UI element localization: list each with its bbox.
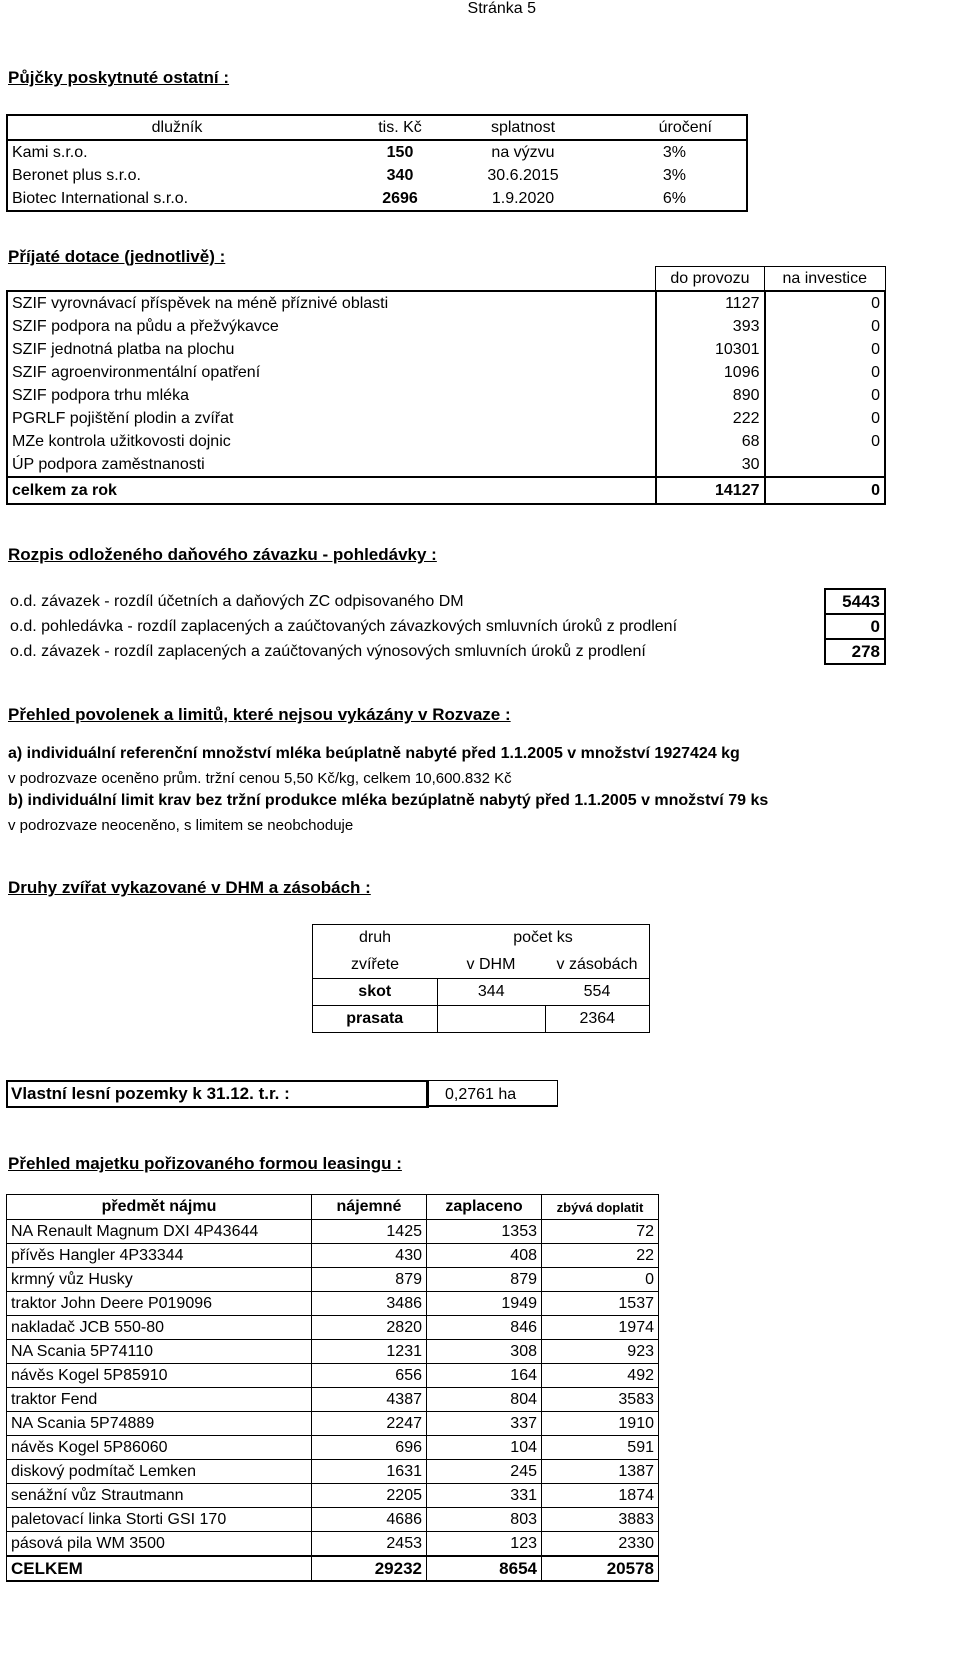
loan-amount: 150 <box>386 143 414 161</box>
grant-investment: 0 <box>765 384 886 407</box>
grants-header-investment: na investice <box>765 267 886 292</box>
leasing-header-row <box>7 1195 659 1220</box>
leasing-paid: 408 <box>427 1244 542 1268</box>
leasing-rent: 430 <box>312 1244 427 1268</box>
leasing-paid: 879 <box>427 1268 542 1292</box>
grant-investment: 0 <box>765 407 886 430</box>
leasing-total-rent: 29232 <box>312 1556 427 1581</box>
leasing-remaining: 2330 <box>542 1532 659 1557</box>
leasing-rent: 4387 <box>312 1388 427 1412</box>
leasing-item: senážní vůz Strautmann <box>7 1484 312 1508</box>
table-row <box>6 589 885 614</box>
loan-maturity: 1.9.2020 <box>491 189 555 207</box>
grant-name: MZe kontrola užitkovosti dojnic <box>7 430 656 453</box>
leasing-total-label: CELKEM <box>7 1556 312 1581</box>
deferred-tax-desc: o.d. pohledávka - rozdíl zaplacených a zaúčtovaných závazkových smluvních úroků z prodlení <box>10 617 678 635</box>
animals-header-animal: zvířete <box>350 955 399 973</box>
leasing-item: přívěs Hangler 4P33344 <box>7 1244 312 1268</box>
table-row <box>7 453 885 477</box>
leasing-item: pásová pila WM 3500 <box>7 1532 312 1557</box>
leasing-item: traktor John Deere P019096 <box>7 1292 312 1316</box>
leasing-rent: 1425 <box>312 1220 427 1244</box>
loans-table <box>6 114 748 212</box>
grant-name: SZIF podpora trhu mléka <box>7 384 656 407</box>
permit-a: a) individuální referenční množství mléka beúplatně nabyté před 1.1.2005 v množství 1927424 kg <box>8 745 740 762</box>
leasing-header-rent: nájemné <box>312 1195 427 1220</box>
leasing-remaining: 923 <box>542 1340 659 1364</box>
table-row <box>7 1292 659 1316</box>
leasing-rent: 656 <box>312 1364 427 1388</box>
grant-operation: 68 <box>656 430 765 453</box>
animals-header-dhm: v DHM <box>466 955 516 973</box>
leasing-paid: 245 <box>427 1460 542 1484</box>
grant-operation: 1127 <box>656 291 765 315</box>
grant-name: ÚP podpora zaměstnanosti <box>7 453 656 477</box>
table-row <box>7 140 747 164</box>
loans-header-debtor: dlužník <box>151 118 203 136</box>
table-row <box>7 1412 659 1436</box>
table-row <box>7 1268 659 1292</box>
leasing-item: diskový podmítač Lemken <box>7 1460 312 1484</box>
grants-total-investment: 0 <box>765 477 886 504</box>
table-row <box>7 187 747 211</box>
leasing-paid: 846 <box>427 1316 542 1340</box>
grants-total-row <box>7 477 885 504</box>
leasing-rent: 2247 <box>312 1412 427 1436</box>
leasing-remaining: 3883 <box>542 1508 659 1532</box>
page-number: Stránka 5 <box>467 0 536 17</box>
grants-header-operation: do provozu <box>656 267 765 292</box>
loan-interest: 6% <box>662 189 686 207</box>
leasing-rent: 3486 <box>312 1292 427 1316</box>
grant-name: SZIF podpora na půdu a přežvýkavce <box>7 315 656 338</box>
deferred-tax-heading: Rozpis odloženého daňového závazku - pohledávky : <box>8 545 437 564</box>
table-row <box>7 1532 659 1557</box>
leasing-total-paid: 8654 <box>427 1556 542 1581</box>
table-row <box>7 315 885 338</box>
leasing-paid: 164 <box>427 1364 542 1388</box>
leasing-item: NA Renault Magnum DXI 4P43644 <box>7 1220 312 1244</box>
leasing-paid: 804 <box>427 1388 542 1412</box>
grants-header-row <box>7 267 885 292</box>
leasing-paid: 104 <box>427 1436 542 1460</box>
animal-dhm: 344 <box>477 983 505 1000</box>
animals-header-stock: v zásobách <box>556 955 638 973</box>
loan-interest: 3% <box>662 166 686 184</box>
table-row <box>7 361 885 384</box>
loan-debtor: Biotec International s.r.o. <box>12 189 189 207</box>
forest-value: 0,2761 ha <box>426 1080 558 1107</box>
table-row <box>6 614 885 639</box>
table-row <box>7 1244 659 1268</box>
leasing-rent: 1631 <box>312 1460 427 1484</box>
grants-total-label: celkem za rok <box>7 477 656 504</box>
leasing-rent: 879 <box>312 1268 427 1292</box>
leasing-remaining: 1974 <box>542 1316 659 1340</box>
loans-header-maturity: splatnost <box>490 118 556 136</box>
loans-header-amount: tis. Kč <box>378 118 422 136</box>
table-row <box>7 407 885 430</box>
grant-investment: 0 <box>765 291 886 315</box>
loans-header-interest: úročení <box>658 118 712 136</box>
loans-header-row <box>7 115 747 140</box>
leasing-item: NA Scania 5P74110 <box>7 1340 312 1364</box>
animal-dhm <box>437 1006 545 1033</box>
leasing-paid: 308 <box>427 1340 542 1364</box>
grant-investment <box>765 453 886 477</box>
table-row <box>7 1388 659 1412</box>
permits-heading: Přehled povolenek a limitů, které nejsou vykázány v Rozvaze : <box>8 705 511 724</box>
animals-header-count: počet ks <box>513 929 573 947</box>
leasing-remaining: 1537 <box>542 1292 659 1316</box>
grants-table <box>6 266 886 505</box>
animal-stock: 554 <box>583 983 611 1000</box>
leasing-rent: 2453 <box>312 1532 427 1557</box>
leasing-item: návěs Kogel 5P86060 <box>7 1436 312 1460</box>
leasing-paid: 337 <box>427 1412 542 1436</box>
table-row <box>313 1006 650 1033</box>
leasing-rent: 696 <box>312 1436 427 1460</box>
leasing-remaining: 22 <box>542 1244 659 1268</box>
deferred-tax-table <box>6 588 886 665</box>
loan-maturity: na výzvu <box>491 143 555 161</box>
grants-heading: Příjaté dotace (jednotlivě) : <box>8 247 226 266</box>
table-row <box>7 1220 659 1244</box>
permit-b-note: v podrozvaze neoceněno, s limitem se neobchoduje <box>8 817 354 834</box>
table-row <box>7 1508 659 1532</box>
leasing-header-remaining: zbývá doplatit <box>542 1195 659 1220</box>
leasing-total-row <box>7 1556 659 1581</box>
animals-header-row <box>313 952 650 979</box>
leasing-remaining: 72 <box>542 1220 659 1244</box>
leasing-remaining: 1910 <box>542 1412 659 1436</box>
loan-maturity: 30.6.2015 <box>487 166 559 184</box>
grant-name: SZIF jednotná platba na plochu <box>7 338 656 361</box>
table-row <box>7 1340 659 1364</box>
table-row <box>7 164 747 187</box>
leasing-heading: Přehled majetku pořizovaného formou leasingu : <box>8 1154 402 1173</box>
table-row <box>7 1484 659 1508</box>
grant-operation: 393 <box>656 315 765 338</box>
table-row <box>7 1316 659 1340</box>
loans-heading: Půjčky poskytnuté ostatní : <box>8 68 230 87</box>
grants-total-operation: 14127 <box>656 477 765 504</box>
deferred-tax-value: 5443 <box>825 589 885 614</box>
grant-operation: 30 <box>656 453 765 477</box>
grant-investment: 0 <box>765 338 886 361</box>
table-row <box>6 639 885 664</box>
leasing-remaining: 1874 <box>542 1484 659 1508</box>
leasing-remaining: 1387 <box>542 1460 659 1484</box>
leasing-rent: 4686 <box>312 1508 427 1532</box>
leasing-table <box>6 1194 659 1582</box>
grant-investment: 0 <box>765 430 886 453</box>
leasing-remaining: 492 <box>542 1364 659 1388</box>
loan-debtor: Kami s.r.o. <box>12 143 88 161</box>
leasing-remaining: 591 <box>542 1436 659 1460</box>
table-row <box>7 1364 659 1388</box>
animal-kind: skot <box>313 979 438 1006</box>
leasing-item: krmný vůz Husky <box>7 1268 312 1292</box>
leasing-item: nakladač JCB 550-80 <box>7 1316 312 1340</box>
leasing-header-paid: zaplaceno <box>427 1195 542 1220</box>
animals-heading: Druhy zvířat vykazované v DHM a zásobách : <box>8 878 371 897</box>
grant-name: PGRLF pojištění plodin a zvířat <box>7 407 656 430</box>
table-row <box>7 291 885 315</box>
grant-name: SZIF vyrovnávací příspěvek na méně příznivé oblasti <box>7 291 656 315</box>
table-row <box>7 430 885 453</box>
loan-debtor: Beronet plus s.r.o. <box>12 166 141 184</box>
leasing-item: paletovací linka Storti GSI 170 <box>7 1508 312 1532</box>
leasing-item: NA Scania 5P74889 <box>7 1412 312 1436</box>
loan-amount: 2696 <box>382 189 418 207</box>
permit-a-note: v podrozvaze oceněno prům. tržní cenou 5,50 Kč/kg, celkem 10,600.832 Kč <box>8 770 512 787</box>
deferred-tax-desc: o.d. závazek - rozdíl účetních a daňových ZC odpisovaného DM <box>10 592 464 610</box>
grant-operation: 222 <box>656 407 765 430</box>
leasing-remaining: 3583 <box>542 1388 659 1412</box>
animal-stock: 2364 <box>579 1010 616 1027</box>
leasing-remaining: 0 <box>542 1268 659 1292</box>
leasing-paid: 123 <box>427 1532 542 1557</box>
forest-label: Vlastní lesní pozemky k 31.12. t.r. : <box>6 1080 429 1108</box>
permit-b: b) individuální limit krav bez tržní produkce mléka bezúplatně nabytý před 1.1.2005 v množství 79 ks <box>8 792 769 809</box>
leasing-item: návěs Kogel 5P85910 <box>7 1364 312 1388</box>
leasing-item: traktor Fend <box>7 1388 312 1412</box>
leasing-rent: 2205 <box>312 1484 427 1508</box>
grant-operation: 10301 <box>656 338 765 361</box>
leasing-paid: 1353 <box>427 1220 542 1244</box>
animal-kind: prasata <box>313 1006 438 1033</box>
table-row <box>7 1460 659 1484</box>
leasing-paid: 331 <box>427 1484 542 1508</box>
grant-name: SZIF agroenvironmentální opatření <box>7 361 656 384</box>
deferred-tax-value: 0 <box>825 614 885 639</box>
leasing-paid: 1949 <box>427 1292 542 1316</box>
deferred-tax-value: 278 <box>825 639 885 664</box>
grant-investment: 0 <box>765 361 886 384</box>
leasing-rent: 2820 <box>312 1316 427 1340</box>
table-row <box>7 338 885 361</box>
leasing-rent: 1231 <box>312 1340 427 1364</box>
grant-operation: 1096 <box>656 361 765 384</box>
grant-investment: 0 <box>765 315 886 338</box>
loan-interest: 3% <box>662 143 686 161</box>
animals-header-kind: druh <box>358 929 392 947</box>
table-row <box>7 1436 659 1460</box>
leasing-total-remaining: 20578 <box>542 1556 659 1581</box>
animals-header-row <box>313 925 650 952</box>
loan-amount: 340 <box>386 166 414 184</box>
leasing-paid: 803 <box>427 1508 542 1532</box>
deferred-tax-desc: o.d. závazek - rozdíl zaplacených a zaúčtovaných výnosových smluvních úroků z prodlení <box>10 642 646 660</box>
leasing-header-item: předmět nájmu <box>7 1195 312 1220</box>
animals-table <box>312 924 650 1033</box>
table-row <box>313 979 650 1006</box>
table-row <box>7 384 885 407</box>
grant-operation: 890 <box>656 384 765 407</box>
